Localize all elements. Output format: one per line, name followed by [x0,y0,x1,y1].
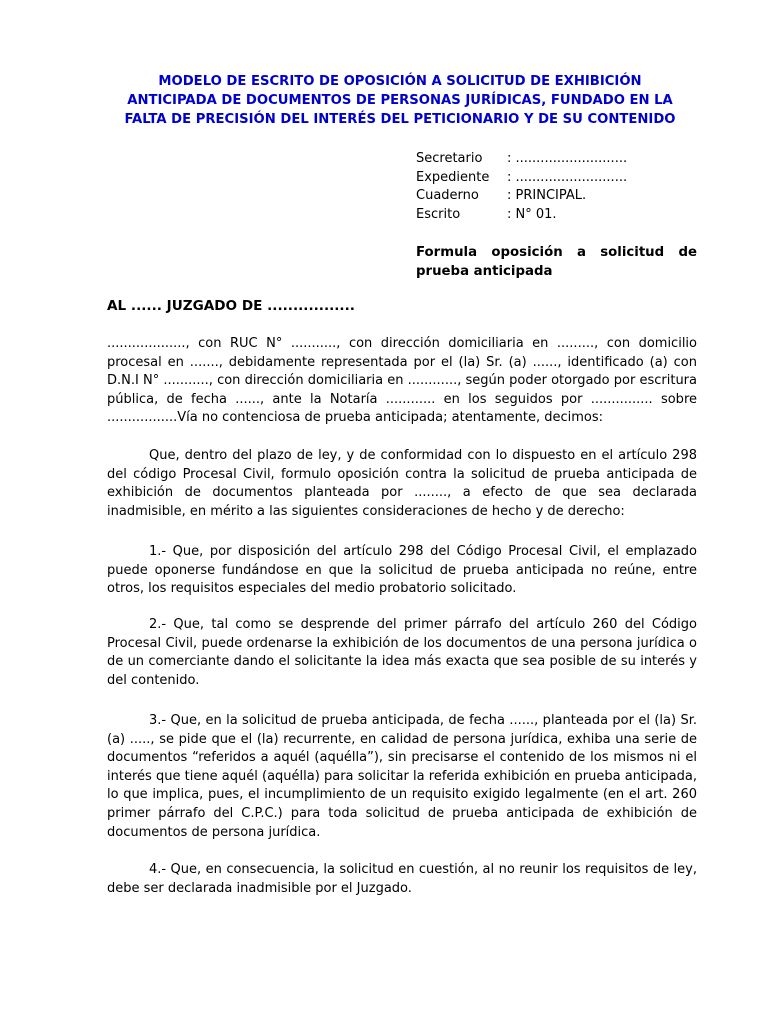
field-label: Cuaderno [416,188,479,203]
field-value: : N° 01. [507,206,557,222]
title-line: FALTA DE PRECISIÓN DEL INTERÉS DEL PETICIONARIO Y DE SU CONTENIDO [124,112,676,127]
addressee-court: AL ...... JUZGADO DE ................. [107,298,355,314]
field-value: : ........................... [507,151,628,166]
field-secretario [416,150,627,169]
field-value: : ........................... [507,169,628,185]
paragraph-text: Que, dentro del plazo de ley, y de conformidad con lo dispuesto en el artículo 298 del código Procesal Civil, formulo oposición contra la solicitud de prueba anticipada de exhibición de documentos planteada por ........, a efecto de que sea declarada inadmisible, en mérito a las siguientes consideraciones de hecho y de derecho: [107,448,697,519]
opposition-paragraph [107,447,697,521]
field-label: Expediente [416,169,490,185]
title-line: MODELO DE ESCRITO DE OPOSICIÓN A SOLICITUD DE EXHIBICIÓN [158,74,642,89]
case-header-fields [416,150,627,224]
paragraph-text: 1.- Que, por disposición del artículo 298 del Código Procesal Civil, el emplazado puede oponerse fundándose en que la solicitud de prueba anticipada no reúne, entre otros, los requisitos especiales del medio probatorio solicitado. [107,544,697,597]
document-title [100,72,700,129]
sumilla: Formula oposición a solicitud de prueba anticipada [416,245,697,279]
point-1-paragraph [107,543,697,599]
field-expediente [416,169,627,188]
paragraph-text: 4.- Que, en consecuencia, la solicitud en cuestión, al no reunir los requisitos de ley, debe ser declarada inadmisible por el Juzgado. [107,862,697,896]
field-escrito [416,206,627,225]
field-value: : PRINCIPAL. [507,188,587,203]
field-label: Secretario [416,151,483,166]
paragraph-text: 3.- Que, en la solicitud de prueba anticipada, de fecha ......, planteada por el (la) Sr. (a) ....., se pide que el (la) recurrente, en calidad de persona jurídica, exhiba una serie de documentos “referidos a aquél (aquélla”), sin precisarse el contenido de los mismos ni el interés que tiene aquél (aquélla) para solicitar la referida exhibición en prueba anticipada, lo que implica, pues, el incumplimiento de un requisito exigido legalmente (en el art. 260 primer párrafo del C.P.C.) para toda solicitud de prueba anticipada de exhibición de documentos de persona jurídica. [107,713,697,840]
point-3-paragraph [107,712,697,842]
paragraph-text: 2.- Que, tal como se desprende del primer párrafo del artículo 260 del Código Procesal Civil, puede ordenarse la exhibición de los documentos de una persona jurídica o de un comerciante dando el solicitante la idea más exacta que sea posible de su interés y del contenido. [107,617,697,688]
intro-paragraph [107,335,697,428]
field-label: Escrito [416,206,461,222]
field-cuaderno [416,187,627,206]
title-line: ANTICIPADA DE DOCUMENTOS DE PERSONAS JURÍDICAS, FUNDADO EN LA [127,93,673,108]
point-4-paragraph [107,861,697,898]
point-2-paragraph [107,616,697,690]
paragraph-text: ..................., con RUC N° ..........., con dirección domiciliaria en ........., con domicilio procesal en ......., debidamente representada por el (la) Sr. (a) ......, identificado (a) con D.N.I N° ..........., con dirección domiciliaria en ............, según poder otorgado por escritura pública, de fecha ......, ante la Notaría ............ en los seguidos por ............... sobre .................Vía no contenciosa de prueba anticipada; atentamente, decimos: [107,336,697,426]
